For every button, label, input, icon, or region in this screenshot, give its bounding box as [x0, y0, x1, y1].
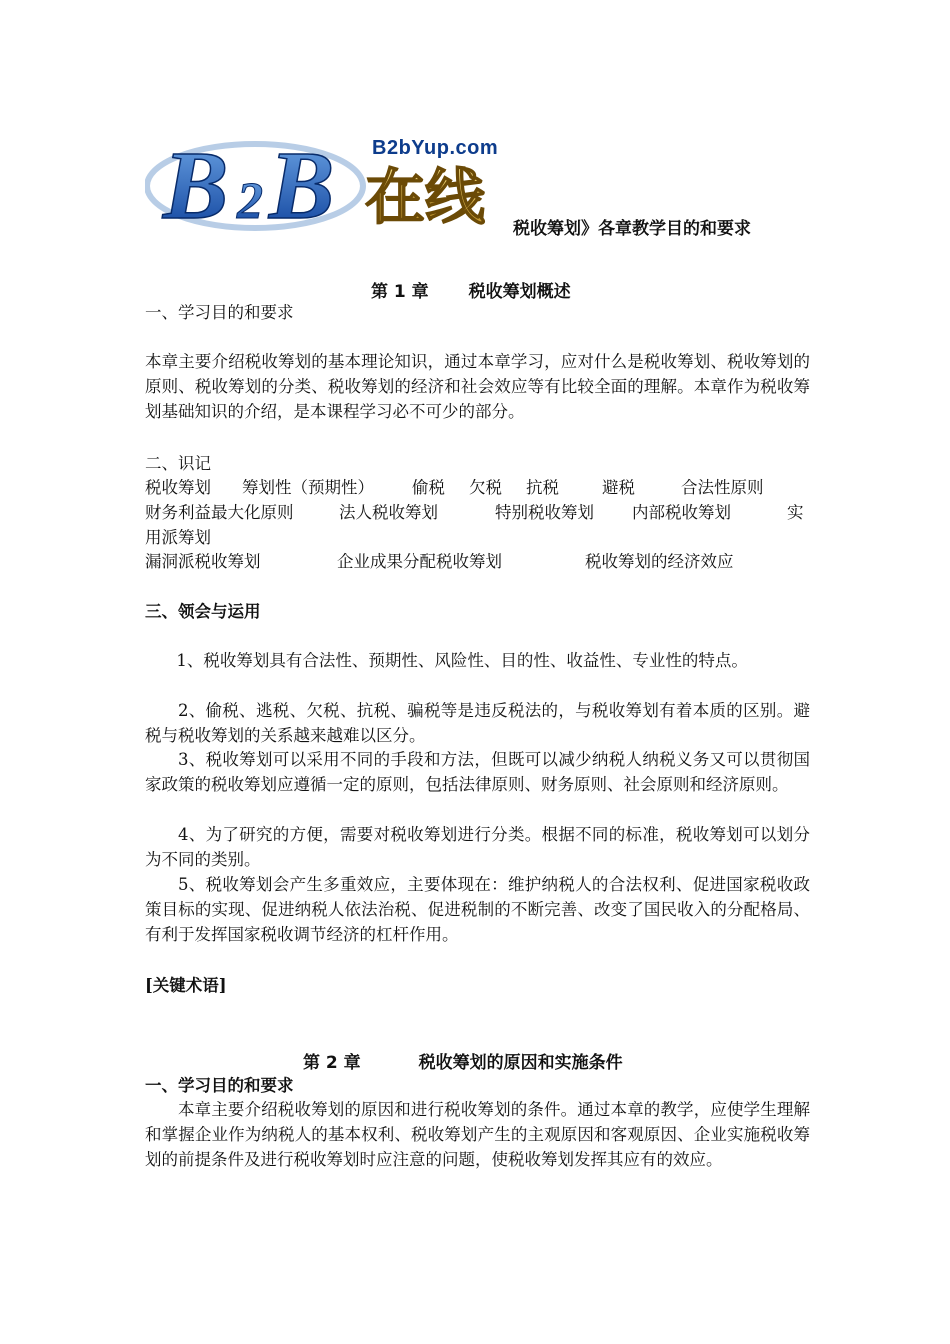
terms-row-2	[145, 500, 804, 525]
svg-text:在线: 在线	[365, 163, 485, 233]
chapter-1-number: 第 1 章	[371, 282, 429, 302]
term: 法人税收筹划	[339, 503, 438, 522]
ch1-section-1-heading: 一、学习目的和要求	[145, 303, 294, 322]
svg-text:B: B	[269, 132, 335, 236]
chapter-1-title	[371, 277, 571, 302]
term: 漏洞派税收筹划	[145, 552, 261, 571]
logo-url-text: B2bYup.com	[372, 137, 499, 159]
term: 筹划性（预期性）	[242, 478, 374, 497]
term: 偷税	[412, 478, 445, 497]
ch1-item-3: 3、税收筹划可以采用不同的手段和方法，但既可以减少纳税人纳税义务又可以贯彻国家政策的税收筹划应遵循一定的原则，包括法律原则、财务原则、社会原则和经济原则。	[145, 750, 810, 794]
ch2-section-1-paragraph: 本章主要介绍税收筹划的原因和进行税收筹划的条件。通过本章的教学，应使学生理解和掌握企业作为纳税人的基本权利、税收筹划产生的主观原因和客观原因、企业实施税收筹划的前提条件及进行税收筹划时应注意的问题，使税收筹划发挥其应有的效应。	[145, 1100, 810, 1169]
term: 税收筹划的经济效应	[585, 552, 734, 571]
svg-text:B: B	[163, 132, 229, 236]
term: 企业成果分配税收筹划	[337, 552, 502, 571]
terms-row-1	[145, 475, 764, 500]
chapter-2-number: 第 2 章	[303, 1053, 361, 1073]
term: 抗税	[526, 478, 559, 497]
key-terms-heading: [关键术语]	[145, 976, 227, 995]
term: 欠税	[469, 478, 502, 497]
ch1-item-1: 1、税收筹划具有合法性、预期性、风险性、目的性、收益性、专业性的特点。	[176, 651, 748, 670]
ch1-section-2-heading: 二、识记	[145, 454, 211, 473]
ch1-section-3-heading: 三、领会与运用	[145, 602, 261, 621]
document-title: 税收筹划》各章教学目的和要求	[513, 219, 751, 239]
term: 合法性原则	[681, 478, 764, 497]
ch1-item-5: 5、税收筹划会产生多重效应，主要体现在：维护纳税人的合法权利、促进国家税收政策目标的实现、促进纳税人依法治税、促进税制的不断完善、改变了国民收入的分配格局、有利于发挥国家税收调节经济的杠杆作用。	[145, 875, 810, 944]
terms-row-2-continuation: 用派筹划	[145, 528, 211, 547]
term: 避税	[602, 478, 635, 497]
ch1-section-1-paragraph: 本章主要介绍税收筹划的基本理论知识，通过本章学习，应对什么是税收筹划、税收筹划的原则、税收筹划的分类、税收筹划的经济和社会效应等有比较全面的理解。本章作为税收筹划基础知识的介绍，是本课程学习必不可少的部分。	[145, 352, 810, 421]
chapter-1-name: 税收筹划概述	[468, 282, 571, 302]
ch2-section-1-heading: 一、学习目的和要求	[145, 1076, 294, 1095]
svg-text:2: 2	[237, 173, 263, 230]
ch1-item-4: 4、为了研究的方便，需要对税收筹划进行分类。根据不同的标准，税收筹划可以划分为不同的类别。	[145, 825, 810, 869]
chapter-2-name: 税收筹划的原因和实施条件	[418, 1053, 623, 1073]
term: 特别税收筹划	[495, 503, 594, 522]
term: 财务利益最大化原则	[145, 503, 294, 522]
term: 税收筹划	[145, 478, 211, 497]
term: 内部税收筹划	[632, 503, 731, 522]
ch1-item-2: 2、偷税、逃税、欠税、抗税、骗税等是违反税法的，与税收筹划有着本质的区别。避税与税收筹划的关系越来越难以区分。	[145, 701, 810, 745]
term: 实	[787, 503, 804, 522]
terms-row-3	[145, 549, 734, 574]
chapter-2-title	[303, 1048, 623, 1073]
b2b-logo	[145, 118, 510, 236]
